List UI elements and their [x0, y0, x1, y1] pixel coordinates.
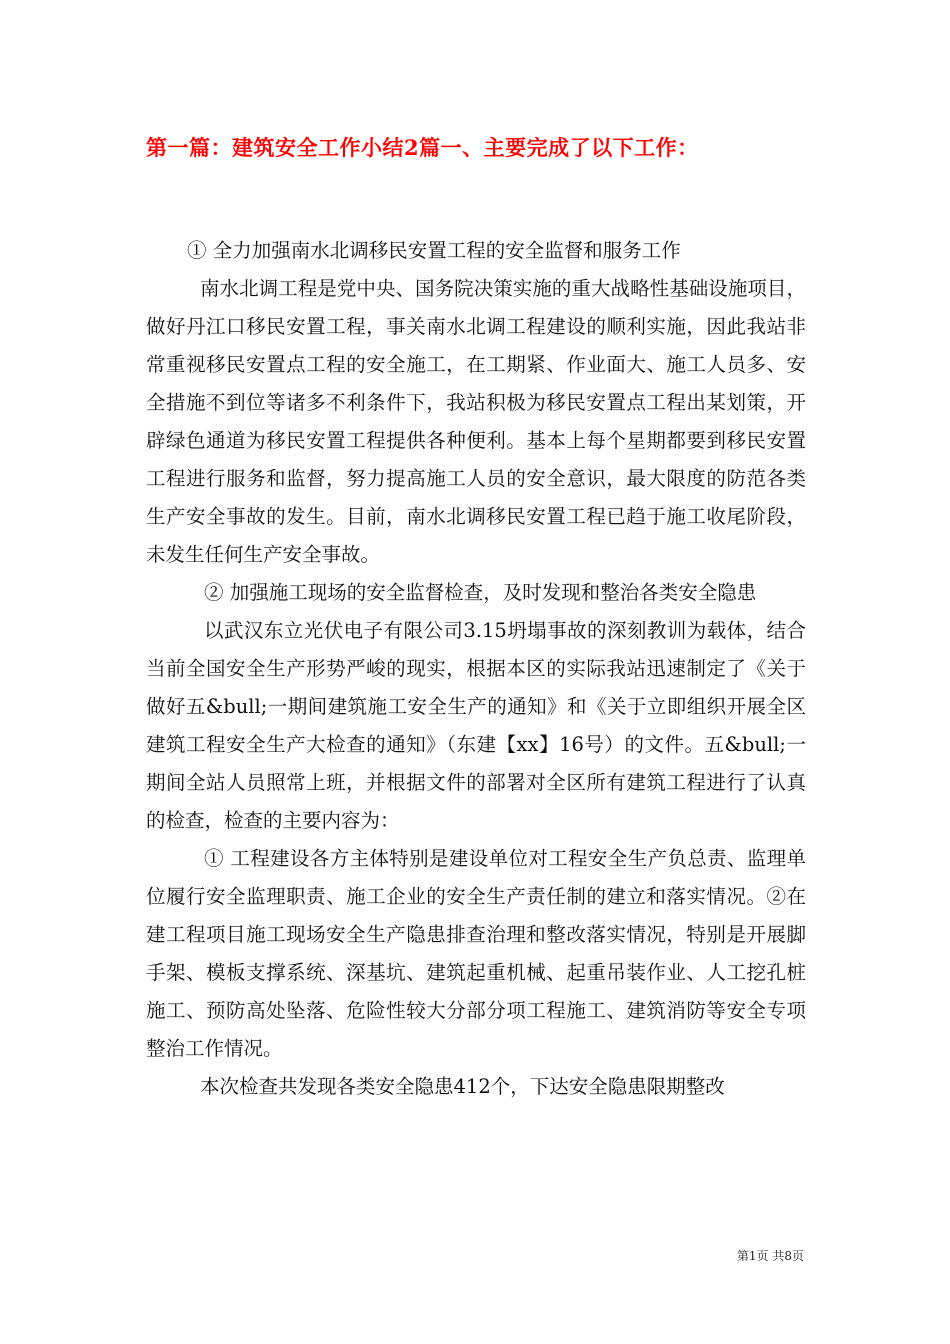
- document-body: [146, 232, 806, 1106]
- section-heading-2: ② 加强施工现场的安全监督检查，及时发现和整治各类安全隐患: [204, 581, 757, 604]
- page-number: 第1页 共8页: [736, 1249, 804, 1263]
- paragraph-3: ① 工程建设各方主体特别是建设单位对工程安全生产负总责、监理单位履行安全监理职责、施工企业的安全生产责任制的建立和落实情况。②在建工程项目施工现场安全生产隐患排查治理和整改落实情况，特别是开展脚手架、模板支撑系统、深基坑、建筑起重机械、起重吊装作业、人工挖孔桩施工、预防高处坠落、危险性较大分部分项工程施工、建筑消防等安全专项整治工作情况。: [146, 847, 806, 1060]
- paragraph-4: 本次检查共发现各类安全隐患412个，下达安全隐患限期整改: [200, 1075, 725, 1098]
- paragraph-1: 南水北调工程是党中央、国务院决策实施的重大战略性基础设施项目，做好丹江口移民安置工程，事关南水北调工程建设的顺利实施，因此我站非常重视移民安置点工程的安全施工，在工期紧、作业面大、施工人员多、安全措施不到位等诸多不利条件下，我站积极为移民安置点工程出某划策，开辟绿色通道为移民安置工程提供各种便利。基本上每个星期都要到移民安置工程进行服务和监督，努力提高施工人员的安全意识，最大限度的防范各类生产安全事故的发生。目前，南水北调移民安置工程已趋于施工收尾阶段，未发生任何生产安全事故。: [146, 277, 806, 566]
- paragraph-2: 以武汉东立光伏电子有限公司3.15坍塌事故的深刻教训为载体，结合当前全国安全生产形势严峻的现实，根据本区的实际我站迅速制定了《关于做好五&bull;一期间建筑施工安全生产的通知》和《关于立即组织开展全区建筑工程安全生产大检查的通知》（东建【xx】16号）的文件。五&bull;一期间全站人员照常上班，并根据文件的部署对全区所有建筑工程进行了认真的检查，检查的主要内容为：: [146, 619, 806, 832]
- section-heading-1: ① 全力加强南水北调移民安置工程的安全监督和服务工作: [187, 239, 681, 262]
- document-title: 第一篇：建筑安全工作小结2篇一、主要完成了以下工作：: [146, 135, 699, 160]
